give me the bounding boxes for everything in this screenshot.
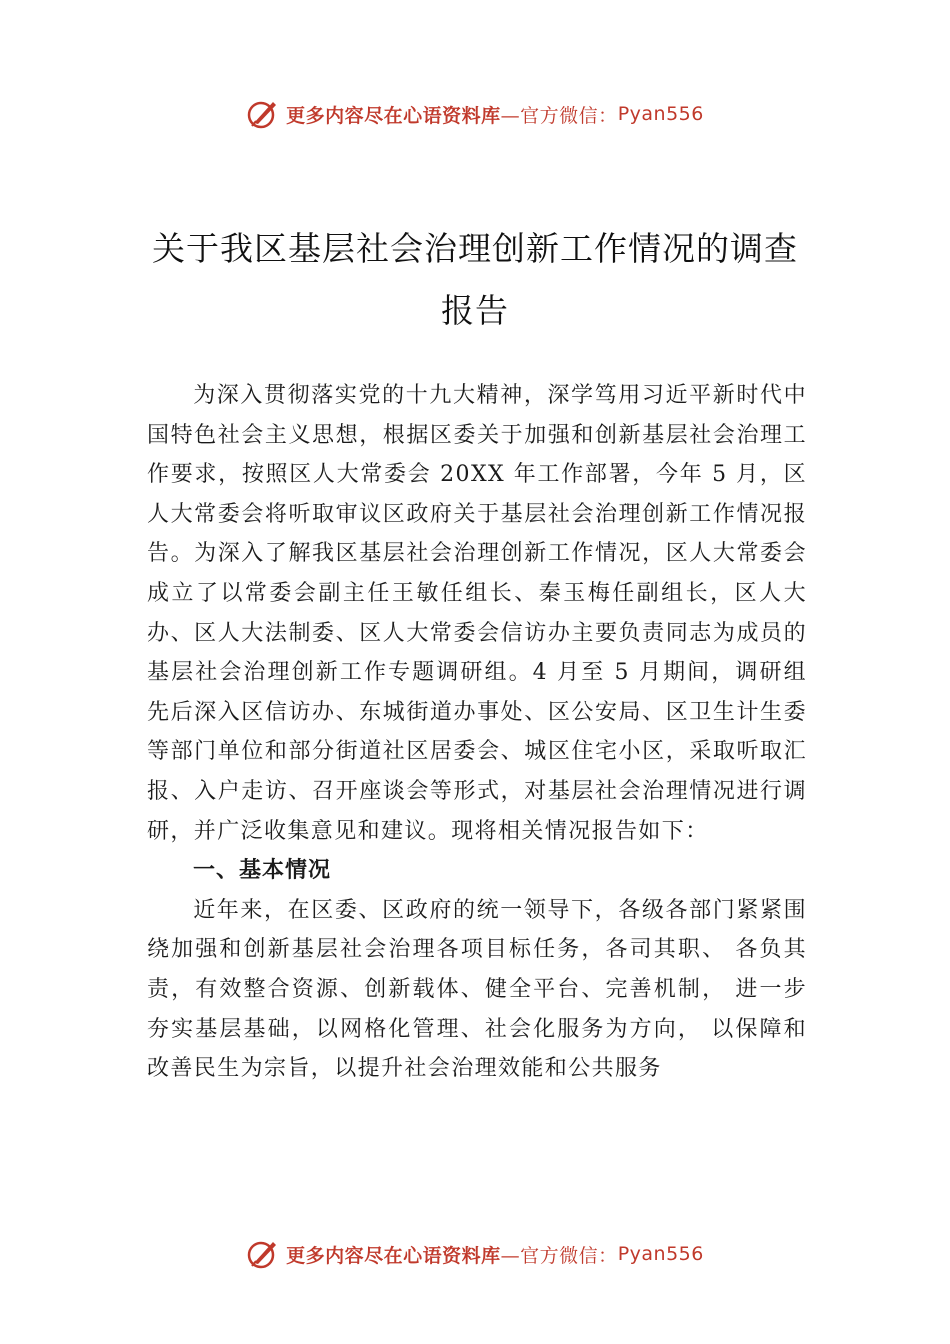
watermark-header <box>0 92 950 136</box>
watermark-sub-text: —官方微信： <box>500 1244 618 1267</box>
watermark-main-text: 更多内容尽在心语资料库 <box>286 104 501 127</box>
quill-logo-icon <box>246 97 280 131</box>
watermark-footer <box>0 1232 950 1276</box>
paragraph-intro: 为深入贯彻落实党的十九大精神，深学笃用习近平新时代中国特色社会主义思想，根据区委关于加强和创新基层社会治理工作要求，按照区人大常委会 20XX 年工作部署，今年 5 月，区人大常委会将听取审议区政府关于基层社会治理创新工作情况报告。为深入了解我区基层社会治理创新工作情况，区人大常委会成立了以常委会副主任王敏任组长、秦玉梅任副组长，区人大办、区人大法制委、区人大常委会信访办主要负责同志为成员的基层社会治理创新工作专题调研组。4 月至 5 月期间，调研组先后深入区信访办、东城街道办事处、区公安局、区卫生计生委等部门单位和部分街道社区居委会、城区住宅小区，采取听取汇报、入户走访、召开座谈会等形式，对基层社会治理情况进行调研，并广泛收集意见和建议。现将相关情况报告如下： <box>147 383 807 844</box>
document-body <box>147 376 807 1089</box>
watermark-id-text: Pyan556 <box>617 103 704 125</box>
watermark-sub-text: —官方微信： <box>500 104 618 127</box>
watermark-main-text: 更多内容尽在心语资料库 <box>286 1244 501 1267</box>
watermark-id-text: Pyan556 <box>617 1243 704 1265</box>
section-heading-basic: 一、基本情况 <box>193 858 332 884</box>
quill-logo-icon <box>246 1237 280 1271</box>
document-title: 关于我区基层社会治理创新工作情况的调查报告 <box>152 229 798 330</box>
paragraph-basic: 近年来，在区委、区政府的统一领导下，各级各部门紧紧围绕加强和创新基层社会治理各项目标任务，各司其职、 各负其责，有效整合资源、创新载体、健全平台、完善机制， 进一步夯实基层基础，以网格化管理、社会化服务为方向， 以保障和改善民生为宗旨，以提升社会治理效能和公共服务 <box>147 897 807 1082</box>
